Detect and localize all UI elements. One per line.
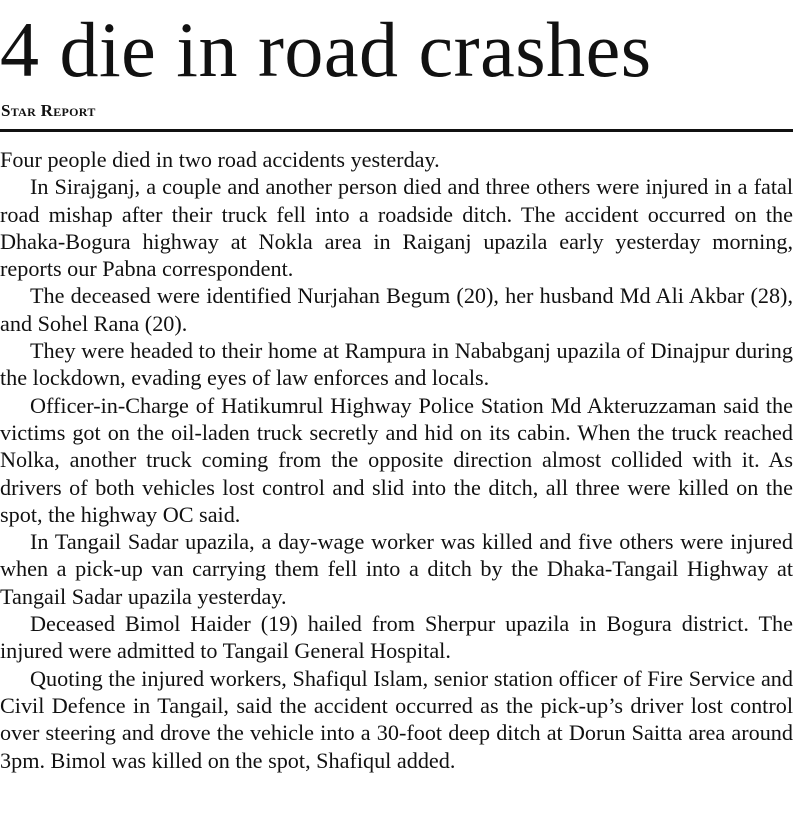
headline: 4 die in road crashes bbox=[0, 6, 652, 93]
byline: Star Report bbox=[1, 101, 96, 120]
article-body bbox=[0, 146, 793, 774]
paragraph-sirajganj-accident: In Sirajganj, a couple and another person died and three others were injured in a fatal road mishap after their truck fell into a roadside ditch. The accident occurred on the Dhaka-Bogura highway at Nokla area in Raiganj upazila early yesterday morning, reports our Pabna correspondent. bbox=[0, 174, 793, 282]
paragraph-police-statement: Officer-in-Charge of Hatikumrul Highway Police Station Md Akteruzzaman said the victims got on the oil-laden truck secretly and hid on its cabin. When the truck reached Nolka, another truck coming from the opposite direction almost collided with it. As drivers of both vehicles lost control and slid into the ditch, all three were killed on the spot, the highway OC said. bbox=[0, 392, 793, 527]
paragraph-fire-service-quote: Quoting the injured workers, Shafiqul Islam, senior station officer of Fire Service and Civil Defence in Tangail, said the accident occurred as the pick-up’s driver lost control over steering and drove the vehicle into a 30-foot deep ditch at Dorun Saitta area around 3pm. Bimol was killed on the spot, Shafiqul added. bbox=[0, 665, 793, 773]
paragraph-lead: Four people died in two road accidents yesterday. bbox=[0, 147, 440, 172]
paragraph-deceased-names: The deceased were identified Nurjahan Begum (20), her husband Md Ali Akbar (28), and Sohel Rana (20). bbox=[0, 283, 793, 336]
paragraph-tangail-deceased: Deceased Bimol Haider (19) hailed from Sherpur upazila in Bogura district. The injured were admitted to Tangail General Hospital. bbox=[0, 611, 793, 664]
paragraph-tangail-accident: In Tangail Sadar upazila, a day-wage worker was killed and five others were injured when a pick-up van carrying them fell into a ditch by the Dhaka-Tangail Highway at Tangail Sadar upazila yesterday. bbox=[0, 529, 793, 609]
header-rule bbox=[0, 129, 793, 132]
paragraph-victims-journey: They were headed to their home at Rampura in Nababganj upazila of Dinajpur during the lockdown, evading eyes of law enforces and locals. bbox=[0, 338, 793, 391]
